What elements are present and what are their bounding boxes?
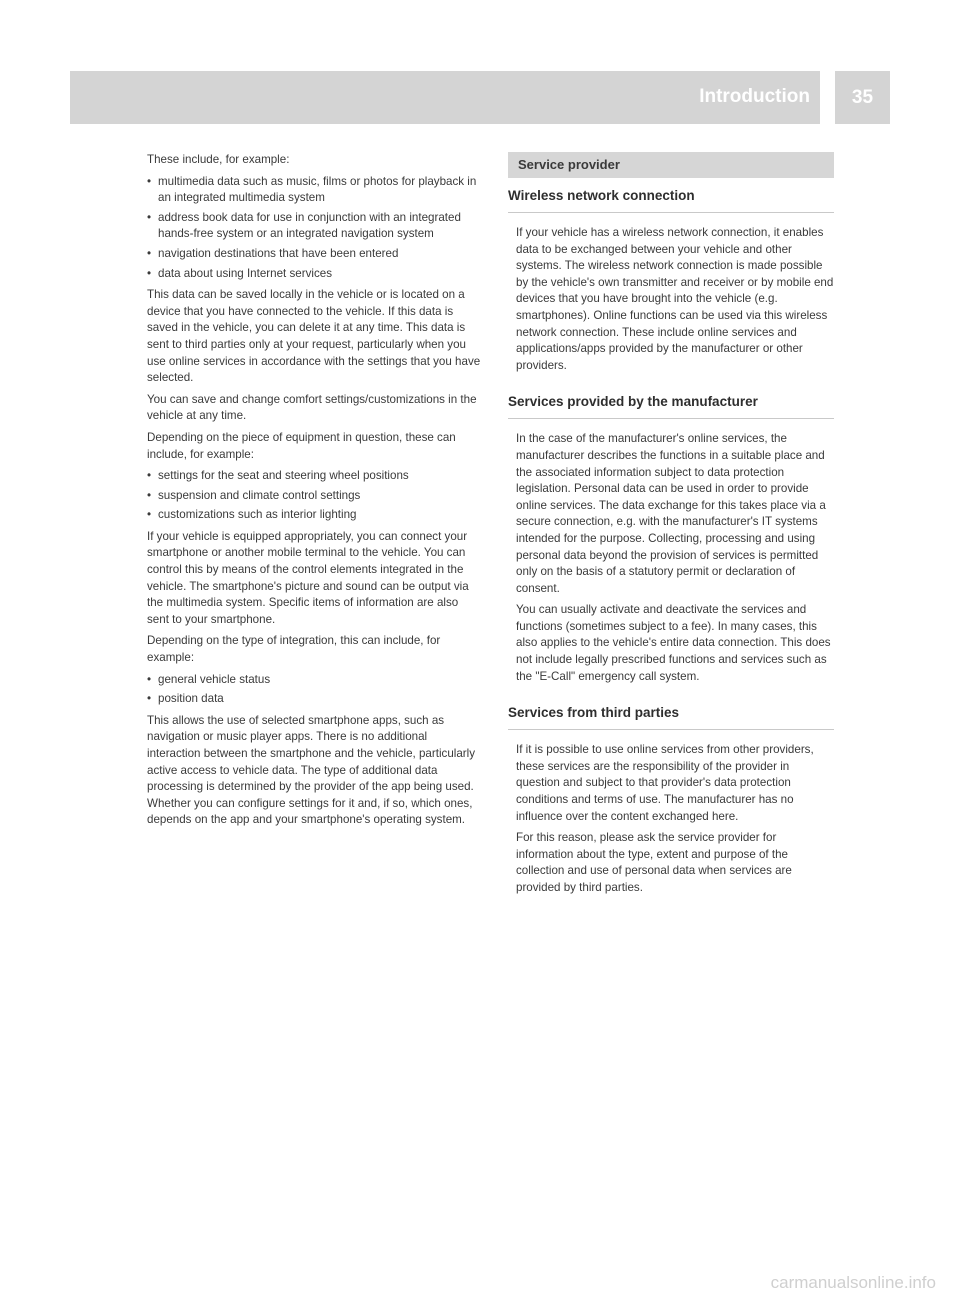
- heading-wireless: Wireless network connection: [508, 188, 834, 213]
- paragraph: If your vehicle is equipped appropriately, you can connect your smartphone or another mobile terminal to the vehicle. You can control this by means of the control elements integrated in the vehicle. The smartphone's picture and sound can be output via the multimedia system. Specific items of information are also sent to your smartphone.: [147, 529, 469, 626]
- page-number: 35: [835, 71, 890, 124]
- list-item: • navigation destinations that have been entered: [147, 246, 483, 263]
- comfort-settings-list: [147, 468, 483, 524]
- list-item: • multimedia data such as music, films or photos for playback in an integrated multimedia system: [147, 174, 483, 207]
- wireless-body: [508, 225, 834, 374]
- paragraph: You can save and change comfort settings/customizations in the vehicle at any time.: [147, 392, 477, 423]
- list-item: • settings for the seat and steering wheel positions: [147, 468, 483, 485]
- list-item: • address book data for use in conjunction with an integrated hands-free system or an integrated navigation system: [147, 210, 483, 243]
- paragraph: If it is possible to use online services from other providers, these services are the responsibility of the provider in question and subject to that provider's data protection conditions and terms of use. The manufacturer has no influence over the content exchanged here.: [516, 743, 814, 823]
- left-column: [147, 152, 483, 834]
- heading-third-parties: Services from third parties: [508, 705, 834, 730]
- heading-manufacturer: Services provided by the manufacturer: [508, 394, 834, 419]
- heading-wrapper: [508, 188, 834, 213]
- heading-wrapper: [508, 394, 834, 419]
- paragraph: You can usually activate and deactivate the services and functions (sometimes subject to a fee). In many cases, this also applies to the vehicle's entire data connection. This does not include legally prescribed functions and services such as the "E-Call" emergency call system.: [516, 603, 831, 683]
- paragraph: If your vehicle has a wireless network connection, it enables data to be exchanged between your vehicle and other systems. The wireless network connection is made possible by the vehicle's own transmitter and receiver or by mobile end devices that you have brought into the vehicle (e.g. smartphones). Online functions can be used via this wireless network connection. These include online services and applications/apps provided by the manufacturer or other providers.: [516, 226, 834, 372]
- list-item: • position data: [147, 691, 483, 708]
- heading-wrapper: [508, 705, 834, 730]
- paragraph: Depending on the piece of equipment in question, these can include, for example:: [147, 430, 456, 461]
- integration-data-list: [147, 672, 483, 708]
- watermark: carmanualsonline.info: [770, 1273, 936, 1292]
- list-item: • general vehicle status: [147, 672, 483, 689]
- intro-paragraph: These include, for example:: [147, 153, 290, 166]
- right-column: [508, 152, 834, 902]
- list-item: • suspension and climate control settings: [147, 488, 483, 505]
- paragraph: In the case of the manufacturer's online services, the manufacturer describes the functions in a suitable place and the associated information subject to data protection legislation. Personal data can be used in order to provide online services. The data exchange for this takes place via a secure connection, e.g. with the manufacturer's IT systems intended for the purpose. Collecting, processing and using personal data beyond the provision of services is permitted only on the basis of a statutory permit or declaration of consent.: [516, 432, 826, 595]
- section-title: Service provider: [508, 152, 834, 178]
- media-data-list: [147, 174, 483, 283]
- list-item: • data about using Internet services: [147, 266, 483, 283]
- paragraph: Depending on the type of integration, this can include, for example:: [147, 634, 441, 665]
- paragraph: For this reason, please ask the service provider for information about the type, extent and purpose of the collection and use of personal data when services are provided by third parties.: [516, 831, 792, 894]
- third-parties-body: [508, 742, 834, 896]
- page-title: Introduction: [699, 86, 810, 107]
- paragraph: This data can be saved locally in the vehicle or is located on a device that you have connected to the vehicle. If this data is saved in the vehicle, you can delete it at any time. This data is sent to third parties only at your request, particularly when you use online services in accordance with the settings that you have selected.: [147, 288, 481, 385]
- list-item: • customizations such as interior lighting: [147, 507, 483, 524]
- manufacturer-body: [508, 431, 834, 685]
- paragraph: This allows the use of selected smartphone apps, such as navigation or music player apps. There is no additional interaction between the smartphone and the vehicle, particularly active access to vehicle data. The type of additional data processing is determined by the provider of the app being used. Whether you can configure settings for it and, if so, which ones, depends on the app and your smartphone's operating system.: [147, 713, 476, 827]
